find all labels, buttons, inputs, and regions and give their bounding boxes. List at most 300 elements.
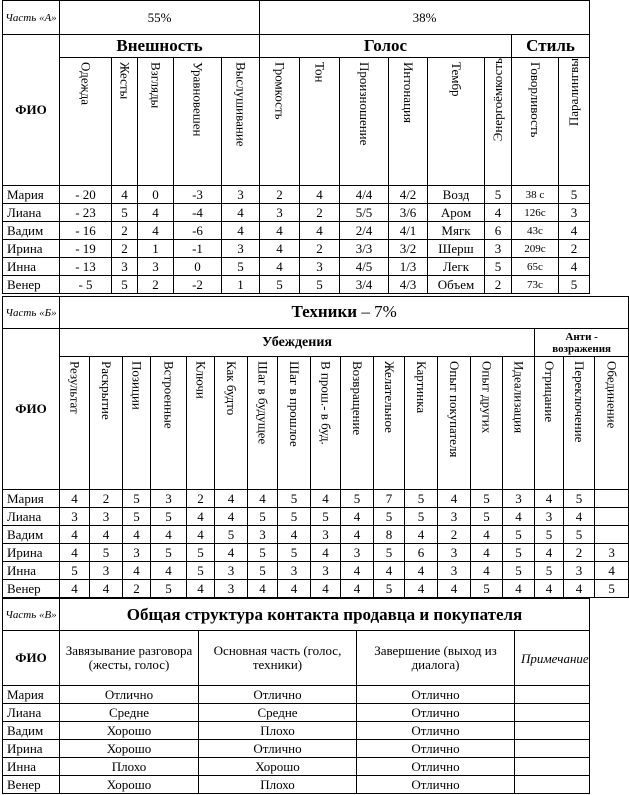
table-cell: 4 xyxy=(300,186,340,204)
table-cell: 4 xyxy=(300,222,340,240)
table-cell: 5 xyxy=(112,276,138,294)
table-cell: 2 xyxy=(138,276,174,294)
table-cell xyxy=(595,508,629,526)
table-cell: 5 xyxy=(278,490,311,508)
table-cell: -6 xyxy=(174,222,222,240)
part-b-col-label: Возвращение xyxy=(350,361,365,436)
table-cell: 4 xyxy=(564,508,595,526)
table-cell: 3 xyxy=(438,508,471,526)
table-cell: 5 xyxy=(187,544,215,562)
table-cell: Плохо xyxy=(60,758,199,776)
table-cell: 209с xyxy=(512,240,559,258)
part-b-col-header xyxy=(374,357,405,490)
table-cell: 3 xyxy=(222,186,260,204)
part-b-col-label: Обединение xyxy=(604,361,620,429)
table-cell: 4 xyxy=(341,508,374,526)
table-cell: 4 xyxy=(471,544,503,562)
table-cell: 5 xyxy=(471,580,503,598)
row-name: Венер xyxy=(3,580,60,598)
table-cell: 5 xyxy=(485,258,512,276)
table-cell: Хорошо xyxy=(60,776,199,794)
table-cell: 4 xyxy=(535,544,564,562)
table-cell: 4/4 xyxy=(340,186,389,204)
table-cell: 5 xyxy=(151,544,187,562)
part-a-label: Часть «А» xyxy=(3,1,60,35)
part-b-col-label: Ключи xyxy=(193,361,209,399)
table-cell: 4 xyxy=(311,544,341,562)
table-cell: 3 xyxy=(535,508,564,526)
table-cell: 5 xyxy=(90,544,123,562)
table-cell: -3 xyxy=(174,186,222,204)
part-a-col-label: Произношение xyxy=(357,62,372,146)
part-a-pct-right: 38% xyxy=(260,1,590,35)
table-cell: 5 xyxy=(248,544,278,562)
row-name: Венер xyxy=(3,776,60,794)
part-a-col-label: Интонация xyxy=(401,62,416,123)
table-cell: Отлично xyxy=(357,704,515,722)
table-cell: 4 xyxy=(311,490,341,508)
part-b-col-header xyxy=(438,357,471,490)
part-a-col-header xyxy=(112,58,138,186)
part-b-col-label: Опыт покупателя xyxy=(447,361,462,458)
table-cell: 5 xyxy=(278,544,311,562)
table-cell: 2 xyxy=(559,240,590,258)
part-a-col-header xyxy=(222,58,260,186)
table-cell: 5 xyxy=(123,490,151,508)
table-cell: 3 xyxy=(564,562,595,580)
table-cell: 3 xyxy=(438,544,471,562)
row-name: Инна xyxy=(3,758,60,776)
part-a-col-label: Энергоёмкость xyxy=(490,58,505,142)
table-cell: 4 xyxy=(438,490,471,508)
table-cell: 5 xyxy=(564,490,595,508)
table-cell: 5 xyxy=(341,490,374,508)
table-cell: 4 xyxy=(260,258,300,276)
part-a-col-header xyxy=(485,58,512,186)
part-b-col-label: Раскрытие xyxy=(99,361,114,420)
table-cell: 5 xyxy=(248,508,278,526)
group-style: Стиль xyxy=(512,35,590,58)
table-cell: - 16 xyxy=(60,222,112,240)
table-cell: 4 xyxy=(90,526,123,544)
table-cell: 4 xyxy=(405,562,438,580)
table-row xyxy=(3,276,590,294)
table-cell: 4/1 xyxy=(389,222,428,240)
table-cell: 3 xyxy=(112,258,138,276)
part-b-col-label: Как будто xyxy=(224,361,239,416)
table-cell: 4 xyxy=(187,580,215,598)
table-cell: 0 xyxy=(174,258,222,276)
table-cell: Хорошо xyxy=(60,722,199,740)
table-cell: 4 xyxy=(222,204,260,222)
part-b-label: Часть «Б» xyxy=(3,297,60,329)
table-cell: 5 xyxy=(311,508,341,526)
table-cell: 4 xyxy=(123,562,151,580)
table-cell: 5 xyxy=(535,562,564,580)
table-cell: Отлично xyxy=(357,686,515,704)
part-b-col-header xyxy=(278,357,311,490)
table-cell: 5 xyxy=(60,562,90,580)
part-a-col-label: Жесты xyxy=(117,62,133,100)
table-cell: Отлично xyxy=(357,722,515,740)
table-row xyxy=(3,258,590,276)
fio-header-b: ФИО xyxy=(3,329,60,490)
table-cell: 2 xyxy=(90,490,123,508)
part-b-col-header xyxy=(187,357,215,490)
table-cell: Шерш xyxy=(428,240,485,258)
part-a-col-header xyxy=(300,58,340,186)
table-cell: 2 xyxy=(123,580,151,598)
note-cell xyxy=(515,776,590,794)
table-cell: 4 xyxy=(215,508,248,526)
table-cell: 3 xyxy=(485,240,512,258)
table-cell: 4 xyxy=(187,508,215,526)
table-cell: 5 xyxy=(485,186,512,204)
part-a-col-label: Уравновешен xyxy=(190,62,206,137)
table-cell: 4 xyxy=(278,526,311,544)
part-c-label: Часть «В» xyxy=(3,599,60,631)
table-cell: Аром xyxy=(428,204,485,222)
table-cell: 0 xyxy=(138,186,174,204)
part-a-col-label: Тон xyxy=(312,62,328,83)
table-cell: 4 xyxy=(503,580,535,598)
table-row xyxy=(3,580,629,598)
table-cell: 2 xyxy=(187,490,215,508)
row-name: Лиана xyxy=(3,508,60,526)
table-cell xyxy=(595,526,629,544)
table-cell: 3 xyxy=(123,544,151,562)
table-cell: 5 xyxy=(595,580,629,598)
table-cell: 4 xyxy=(187,526,215,544)
part-b-title-rest: – 7% xyxy=(357,302,397,321)
table-cell: 5 xyxy=(151,580,187,598)
table-cell: - 20 xyxy=(60,186,112,204)
part-b-col-header xyxy=(564,357,595,490)
table-cell: 4 xyxy=(535,490,564,508)
table-cell: 5 xyxy=(564,526,595,544)
part-a-col-header xyxy=(60,58,112,186)
table-cell: 4 xyxy=(60,490,90,508)
part-a-col-label: Тембр xyxy=(449,62,464,97)
part-b-col-label: В прош.- в буд. xyxy=(318,361,334,445)
part-b-col-label: Идеализация xyxy=(511,361,527,434)
table-cell: 4 xyxy=(215,544,248,562)
table-row xyxy=(3,686,590,704)
table-row xyxy=(3,186,590,204)
table-cell: 5 xyxy=(559,276,590,294)
table-cell: 4 xyxy=(559,258,590,276)
table-cell: Средне xyxy=(199,704,357,722)
table-cell: 3 xyxy=(503,490,535,508)
note-cell xyxy=(515,722,590,740)
part-a-col-label: Взгляды xyxy=(148,62,164,109)
part-b-col-header xyxy=(151,357,187,490)
table-cell: 43с xyxy=(512,222,559,240)
table-cell: 38 с xyxy=(512,186,559,204)
table-cell: Отлично xyxy=(60,686,199,704)
table-cell: 5 xyxy=(405,490,438,508)
table-cell: - 13 xyxy=(60,258,112,276)
table-row xyxy=(3,776,590,794)
table-cell: 3 xyxy=(438,562,471,580)
group-voice: Голос xyxy=(260,35,512,58)
table-cell: 5 xyxy=(503,526,535,544)
table-cell: 3 xyxy=(300,258,340,276)
table-cell: 5 xyxy=(215,526,248,544)
table-cell: Хорошо xyxy=(60,740,199,758)
table-cell: 4 xyxy=(60,580,90,598)
table-cell: - 5 xyxy=(60,276,112,294)
table-cell: 2/4 xyxy=(340,222,389,240)
row-name: Вадим xyxy=(3,722,60,740)
table-cell: Отлично xyxy=(357,740,515,758)
table-cell: 4 xyxy=(138,222,174,240)
table-cell: Отлично xyxy=(357,776,515,794)
table-cell: 4 xyxy=(503,508,535,526)
table-cell: 4 xyxy=(374,562,405,580)
part-a-col-label: Говорливость xyxy=(528,62,543,138)
table-cell: 4/3 xyxy=(389,276,428,294)
fio-header-c: ФИО xyxy=(3,631,60,686)
table-cell: 5 xyxy=(278,508,311,526)
part-b-col-header xyxy=(90,357,123,490)
table-cell: 4 xyxy=(215,490,248,508)
group-anti: Анти - возражения xyxy=(535,329,629,357)
table-cell: Легк xyxy=(428,258,485,276)
table-row xyxy=(3,544,629,562)
row-name: Мария xyxy=(3,686,60,704)
table-cell: 3 xyxy=(311,526,341,544)
table-cell: 2 xyxy=(300,240,340,258)
part-a-col-label: Одежда xyxy=(78,62,94,105)
table-row xyxy=(3,758,590,776)
table-cell xyxy=(595,490,629,508)
table-cell: 5 xyxy=(300,276,340,294)
table-cell: 5 xyxy=(112,204,138,222)
part-a-col-header xyxy=(138,58,174,186)
row-name: Инна xyxy=(3,258,60,276)
part-b-col-label: Встроенные xyxy=(161,361,177,429)
group-appearance: Внешность xyxy=(60,35,260,58)
table-row xyxy=(3,508,629,526)
table-cell: 4 xyxy=(248,580,278,598)
row-name: Мария xyxy=(3,186,60,204)
table-cell: 3 xyxy=(278,562,311,580)
table-cell: 2 xyxy=(438,526,471,544)
table-cell: Возд xyxy=(428,186,485,204)
table-cell: 4 xyxy=(595,562,629,580)
table-row xyxy=(3,704,590,722)
part-a-col-header xyxy=(260,58,300,186)
table-cell: 4 xyxy=(405,580,438,598)
part-b-col-label: Результат xyxy=(67,361,83,414)
table-cell: 2 xyxy=(260,186,300,204)
part-b-col-label: Шаг в прошлое xyxy=(287,361,302,447)
note-cell xyxy=(515,758,590,776)
part-a-pct-left: 55% xyxy=(60,1,260,35)
table-cell: 3 xyxy=(90,562,123,580)
table-row xyxy=(3,722,590,740)
part-b-col-label: Желательное xyxy=(382,361,397,433)
part-b-col-header xyxy=(341,357,374,490)
table-cell: -4 xyxy=(174,204,222,222)
table-cell: 5 xyxy=(248,562,278,580)
table-cell: 3/2 xyxy=(389,240,428,258)
part-b-title-bold: Техники xyxy=(291,302,358,321)
table-row xyxy=(3,740,590,758)
table-cell: 4 xyxy=(471,562,503,580)
table-cell: 2 xyxy=(112,222,138,240)
part-a-col-label: Паралингвы xyxy=(566,58,582,127)
table-cell: 4 xyxy=(260,240,300,258)
note-cell xyxy=(515,686,590,704)
table-row xyxy=(3,240,590,258)
table-cell: 4 xyxy=(248,490,278,508)
table-cell: 5 xyxy=(559,186,590,204)
table-row xyxy=(3,204,590,222)
part-a-col-header xyxy=(389,58,428,186)
table-cell: 4 xyxy=(123,526,151,544)
table-cell: - 23 xyxy=(60,204,112,222)
table-cell: 1 xyxy=(222,276,260,294)
table-cell: 1/3 xyxy=(389,258,428,276)
part-b-col-label: Опыт других xyxy=(479,361,495,434)
table-cell: 2 xyxy=(112,240,138,258)
table-cell: 3 xyxy=(215,562,248,580)
row-name: Вадим xyxy=(3,222,60,240)
table-cell: 4 xyxy=(311,580,341,598)
table-cell: 5 xyxy=(260,276,300,294)
table-cell: 7 xyxy=(374,490,405,508)
table-cell: 4 xyxy=(138,204,174,222)
table-cell: 4 xyxy=(471,526,503,544)
table-cell: 4 xyxy=(151,562,187,580)
part-a-col-header xyxy=(428,58,485,186)
part-a-table xyxy=(2,0,590,294)
part-b-col-header xyxy=(471,357,503,490)
table-row xyxy=(3,526,629,544)
table-cell: 3 xyxy=(151,490,187,508)
table-cell: 4 xyxy=(151,526,187,544)
table-cell: 5 xyxy=(222,258,260,276)
part-a-col-header xyxy=(340,58,389,186)
table-cell: 2 xyxy=(564,544,595,562)
note-cell xyxy=(515,740,590,758)
row-name: Мария xyxy=(3,490,60,508)
table-cell: 4 xyxy=(564,580,595,598)
table-cell: Мягк xyxy=(428,222,485,240)
table-cell: 4 xyxy=(438,580,471,598)
part-b-col-label: Отрицание xyxy=(542,361,557,423)
table-cell: Плохо xyxy=(199,722,357,740)
table-cell: 3 xyxy=(248,526,278,544)
table-cell: 3 xyxy=(311,562,341,580)
table-cell: 5 xyxy=(405,508,438,526)
table-cell: 4 xyxy=(341,580,374,598)
table-cell: 5 xyxy=(374,544,405,562)
table-cell: 5 xyxy=(535,526,564,544)
table-cell: -2 xyxy=(174,276,222,294)
table-cell: 6 xyxy=(485,222,512,240)
table-cell: 5/5 xyxy=(340,204,389,222)
part-b-col-label: Переключение xyxy=(572,361,587,443)
part-a-col-header xyxy=(174,58,222,186)
part-b-col-header xyxy=(60,357,90,490)
table-cell: Хорошо xyxy=(199,758,357,776)
row-name: Лиана xyxy=(3,704,60,722)
table-cell: 2 xyxy=(300,204,340,222)
part-b-col-header xyxy=(535,357,564,490)
table-cell: 4 xyxy=(112,186,138,204)
table-cell: Отлично xyxy=(199,740,357,758)
row-name: Ирина xyxy=(3,544,60,562)
part-c-table xyxy=(2,598,590,794)
table-cell: 3 xyxy=(559,204,590,222)
table-cell: 4/5 xyxy=(340,258,389,276)
part-b-col-header xyxy=(595,357,629,490)
table-cell: 4 xyxy=(60,544,90,562)
table-cell: 3 xyxy=(341,544,374,562)
fio-header: ФИО xyxy=(3,35,60,186)
table-row xyxy=(3,490,629,508)
table-cell: 5 xyxy=(187,562,215,580)
row-name: Ирина xyxy=(3,740,60,758)
table-cell: 4 xyxy=(405,526,438,544)
row-name: Инна xyxy=(3,562,60,580)
part-c-title: Общая структура контакта продавца и покупателя xyxy=(60,599,590,631)
table-cell: - 19 xyxy=(60,240,112,258)
table-cell: 5 xyxy=(374,580,405,598)
table-cell: 3/6 xyxy=(389,204,428,222)
table-cell: Плохо xyxy=(199,776,357,794)
table-row xyxy=(3,562,629,580)
row-name: Вадим xyxy=(3,526,60,544)
part-b-title xyxy=(60,297,629,329)
table-cell: 5 xyxy=(503,562,535,580)
table-cell: 73с xyxy=(512,276,559,294)
part-a-col-header xyxy=(559,58,590,186)
table-cell: 3/3 xyxy=(340,240,389,258)
table-cell: 3 xyxy=(138,258,174,276)
table-cell: Средне xyxy=(60,704,199,722)
table-cell: 4/2 xyxy=(389,186,428,204)
table-cell: 4 xyxy=(260,222,300,240)
table-cell: -1 xyxy=(174,240,222,258)
part-b-col-header xyxy=(248,357,278,490)
part-b-col-header xyxy=(123,357,151,490)
table-cell: Отлично xyxy=(357,758,515,776)
table-cell: 4 xyxy=(559,222,590,240)
table-cell: 65с xyxy=(512,258,559,276)
col-main: Основная часть (голос, техники) xyxy=(199,631,357,686)
part-b-col-label: Шаг в будущее xyxy=(255,361,271,445)
table-cell: 5 xyxy=(151,508,187,526)
table-row xyxy=(3,222,590,240)
table-cell: 126с xyxy=(512,204,559,222)
table-cell: Объем xyxy=(428,276,485,294)
table-cell: 3 xyxy=(260,204,300,222)
table-cell: 4 xyxy=(90,580,123,598)
table-cell: 5 xyxy=(471,490,503,508)
table-cell: 5 xyxy=(503,544,535,562)
part-b-col-header xyxy=(311,357,341,490)
table-cell: 6 xyxy=(405,544,438,562)
table-cell: 4 xyxy=(341,526,374,544)
row-name: Лиана xyxy=(3,204,60,222)
table-cell: 4 xyxy=(535,580,564,598)
col-closing: Завершение (выход из диалога) xyxy=(357,631,515,686)
table-cell: 1 xyxy=(138,240,174,258)
